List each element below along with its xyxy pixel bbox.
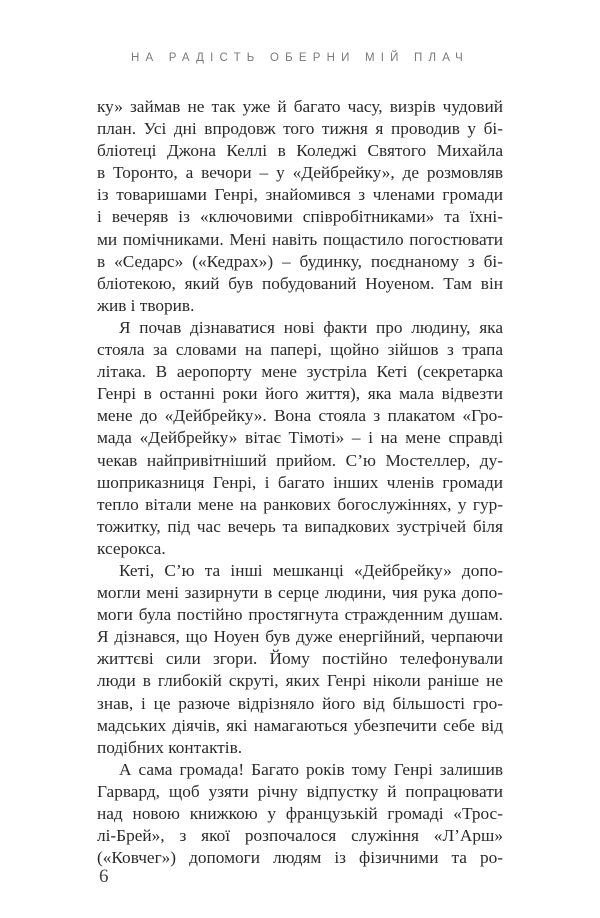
text-line: літака. В аеропорту мене зустріла Кеті (секретарка: [97, 362, 503, 382]
text-line: тожитку, під час вечерь та випадкових зустрічей біля: [97, 516, 503, 536]
text-line: із товаришами Генрі, знайомився з членами громади: [97, 185, 503, 205]
text-line: лі-Брей», з якої розпочалося служіння «Л’Арш»: [97, 826, 503, 846]
text-line: Генрі в останні роки його життя), яка мала відвезти: [97, 384, 503, 404]
paragraph: [97, 96, 503, 317]
page-body-text: [97, 96, 503, 869]
text-line: ксерокса.: [97, 538, 166, 558]
paragraph: [97, 759, 503, 869]
text-line: шоприказниця Генрі, і багато інших членів громади: [97, 472, 503, 492]
text-line: над новою книжкою у французькій громаді «Трос-: [97, 804, 503, 823]
text-line: в «Седарс» («Кедрах») – будинку, поєднаному з бі-: [97, 251, 503, 271]
text-line: тепло вітали мене на ранкових богослужіннях, у гур-: [97, 494, 503, 514]
text-line: Я почав дізнаватися нові факти про людину, яка: [119, 317, 503, 337]
text-line: знав, і це разюче відрізняло його від більшості гро-: [97, 693, 503, 713]
text-line: жив і творив.: [97, 295, 195, 315]
text-line: план. Усі дні впродовж того тижня я проводив у бі-: [97, 119, 503, 139]
text-line: мада «Дейбрейку» вітає Тімоті» – і на мене справді: [97, 428, 503, 448]
text-line: бліотеці Джона Келлі в Коледжі Святого Михайла: [97, 141, 503, 161]
text-line: життєві сили згори. Йому постійно телефонували: [97, 649, 503, 669]
text-line: ми помічниками. Мені навіть пощастило погостювати: [97, 229, 503, 249]
text-line: могли мені зазирнути в серце людини, чия рука допо-: [97, 583, 503, 603]
paragraph: [97, 560, 503, 759]
text-line: моги була постійно простягнута стражденним душам.: [97, 605, 503, 625]
paragraph: [97, 317, 503, 560]
text-line: Кеті, С’ю та інші мешканці «Дейбрейку» допо-: [119, 560, 503, 580]
text-line: А сама громада! Багато років тому Генрі залишив: [119, 759, 503, 779]
text-line: і вечеряв із «ключовими співробітниками» та їхні-: [97, 207, 503, 227]
page-number: 6: [99, 866, 109, 887]
text-line: чекав найпривітніший прийом. С’ю Мостеллер, ду-: [97, 450, 503, 470]
text-line: люди в глибокій скруті, яких Генрі ніколи раніше не: [97, 671, 503, 691]
text-line: Гарвард, щоб узяти річну відпустку й попрацювати: [97, 781, 503, 801]
running-header: НА РАДІСТЬ ОБЕРНИ МІЙ ПЛАЧ: [130, 52, 470, 64]
text-line: («Ковчег») допомоги людям із фізичними та ро-: [97, 848, 503, 868]
text-line: ку» займав не так уже й багато часу, визрів чудовий: [97, 97, 503, 116]
text-line: мадських діячів, які намагаються убезпечити себе від: [97, 715, 503, 735]
text-line: Я дізнався, що Ноуен був дуже енергійний, черпаючи: [97, 627, 503, 647]
text-line: в Торонто, а вечори – у «Дейбрейку», де розмовляв: [97, 163, 503, 183]
text-line: мене до «Дейбрейку». Вона стояла з плакатом «Гро-: [97, 406, 503, 426]
text-line: бліотекою, який був побудований Ноуеном. Там він: [97, 273, 503, 293]
text-line: подібних контактів.: [97, 737, 243, 757]
text-line: стояла за словами на папері, щойно зійшов з трапа: [97, 340, 503, 360]
